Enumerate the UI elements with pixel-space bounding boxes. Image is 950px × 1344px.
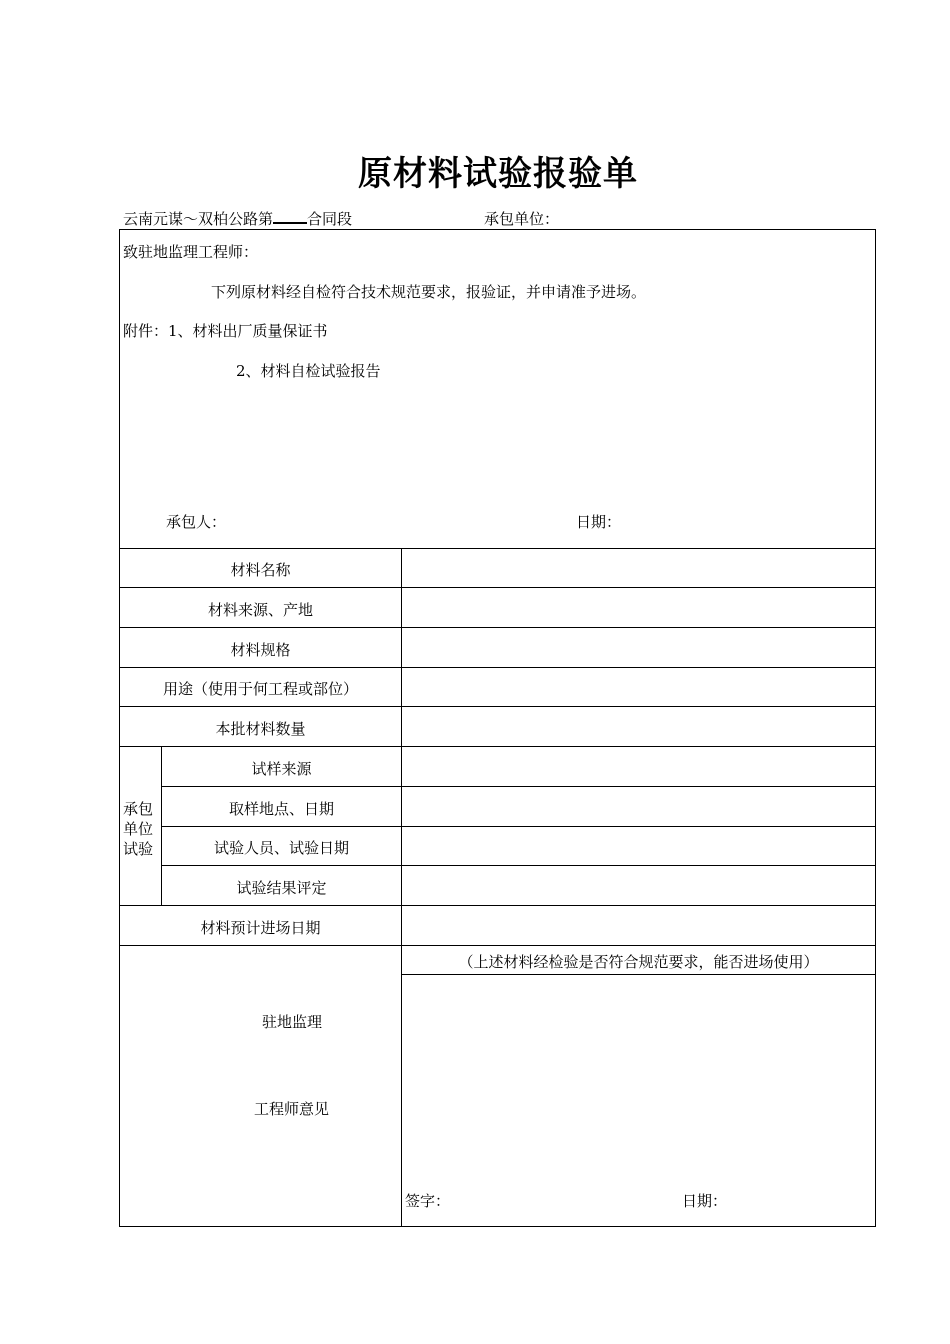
test-result-value[interactable] <box>402 866 875 905</box>
material-spec-value[interactable] <box>402 628 875 667</box>
material-source-value[interactable] <box>402 588 875 627</box>
request-date-label: 日期： <box>576 513 622 531</box>
contractor-unit-label: 承包单位： <box>484 210 560 228</box>
project-suffix: 合同段 <box>307 210 353 228</box>
salutation: 致驻地监理工程师： <box>123 243 259 261</box>
project-line <box>123 208 352 229</box>
supervisor-label-line2: 工程师意见 <box>254 1100 330 1118</box>
test-staff-date-value[interactable] <box>402 827 875 865</box>
supervisor-label-line1: 驻地监理 <box>262 1013 323 1031</box>
supervisor-question: （上述材料经检验是否符合规范要求，能否进场使用） <box>458 953 819 971</box>
group-label-contractor-test: 承包单位试验 <box>123 800 154 858</box>
quantity-value[interactable] <box>402 707 875 746</box>
row-material-name: 材料名称 <box>230 561 291 579</box>
usage-value[interactable] <box>402 668 875 706</box>
row-material-spec: 材料规格 <box>230 641 291 659</box>
supervisor-opinion-area[interactable] <box>402 975 875 1185</box>
sample-source-value[interactable] <box>402 747 875 786</box>
supervisor-sign-label: 签字： <box>405 1192 451 1210</box>
sampling-place-date-value[interactable] <box>402 787 875 826</box>
row-test-result: 试验结果评定 <box>236 879 327 897</box>
expected-entry-date-value[interactable] <box>402 906 875 945</box>
contract-number-blank[interactable] <box>273 208 307 224</box>
statement: 下列原材料经自检符合技术规范要求，报验证，并申请准予进场。 <box>211 283 647 301</box>
attachments-label: 附件： <box>123 322 169 340</box>
attachment-2: 2、材料自检试验报告 <box>236 362 381 380</box>
row-material-source: 材料来源、产地 <box>207 601 313 619</box>
row-usage: 用途（使用于何工程或部位） <box>162 680 358 698</box>
row-sample-source: 试样来源 <box>251 760 312 778</box>
row-expected-entry-date: 材料预计进场日期 <box>200 919 321 937</box>
project-prefix: 云南元谋～双柏公路第 <box>123 210 274 228</box>
supervisor-date-label: 日期： <box>682 1192 728 1210</box>
attachment-1: 1、材料出厂质量保证书 <box>168 322 328 340</box>
contractor-sign-label: 承包人： <box>166 513 227 531</box>
row-sampling-place-date: 取样地点、日期 <box>228 800 334 818</box>
material-name-value[interactable] <box>402 549 875 587</box>
row-quantity: 本批材料数量 <box>215 720 306 738</box>
attachments-line <box>123 320 328 341</box>
page-title: 原材料试验报验单 <box>358 154 638 194</box>
row-test-staff-date: 试验人员、试验日期 <box>213 839 349 857</box>
